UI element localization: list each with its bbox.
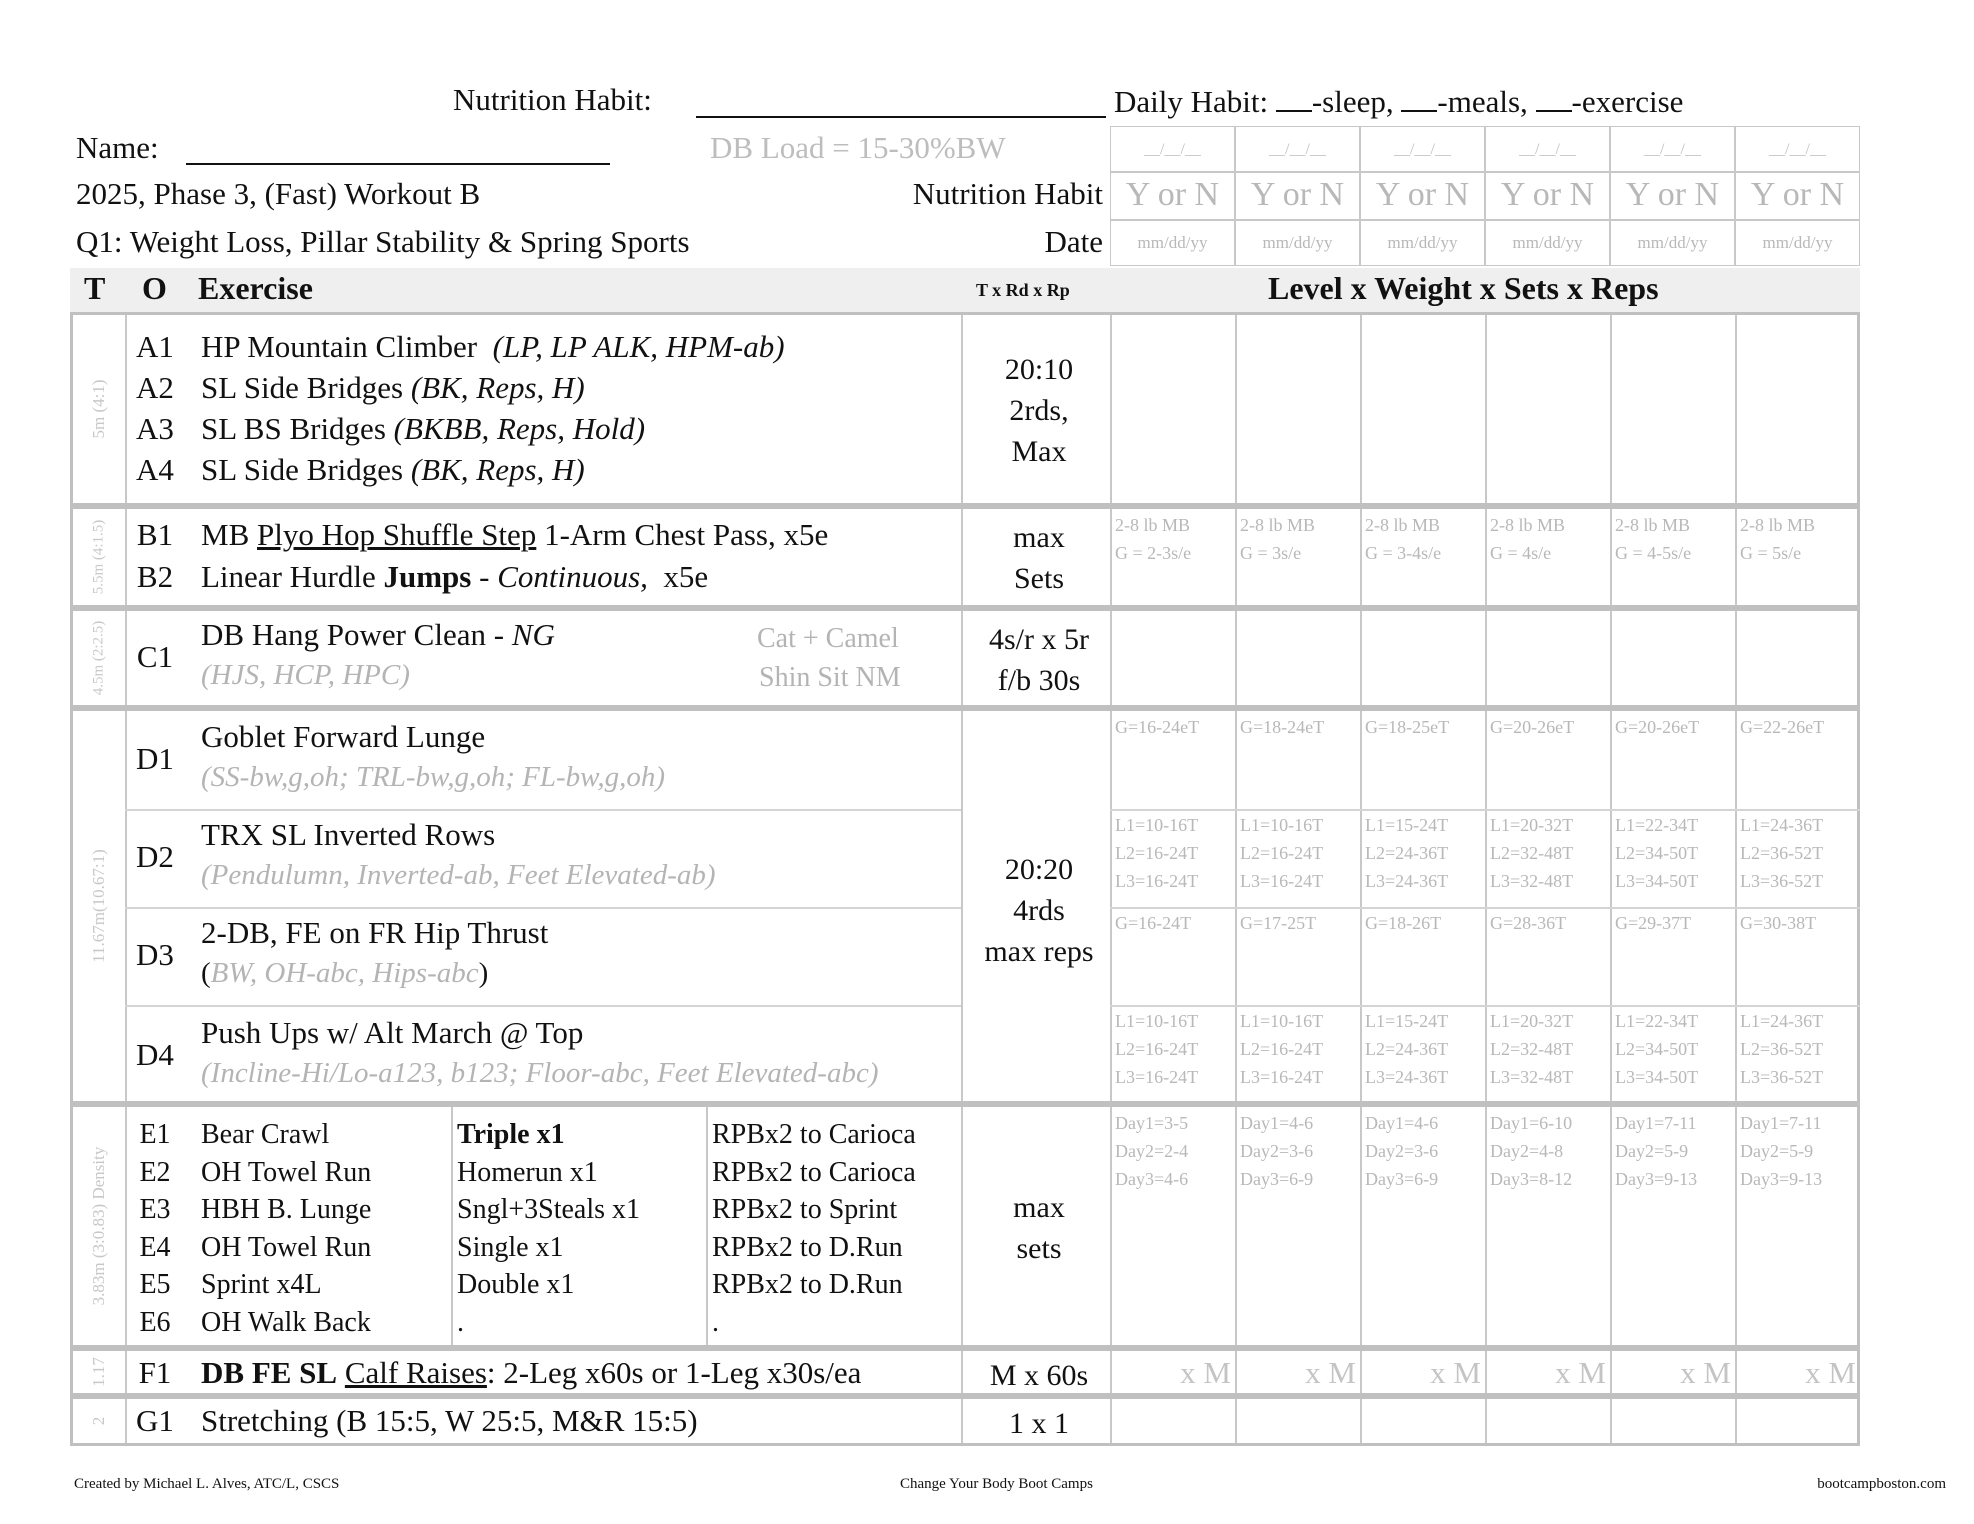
score-cell-4[interactable]: __/__/__ — [1485, 126, 1610, 172]
quarter-goal: Q1: Weight Loss, Pillar Stability & Spring Sports — [76, 224, 690, 259]
level-e-5-d1: Day1=7-11 — [1615, 1113, 1697, 1133]
exercise-a1-variant: (LP, LP ALK, HPM-ab) — [492, 329, 785, 364]
section-a — [70, 312, 1860, 506]
daily-sleep: -sleep, — [1311, 84, 1394, 119]
rp-b — [965, 517, 1113, 599]
level-e-1 — [1115, 1109, 1188, 1193]
code-a4: A4 — [136, 452, 174, 487]
rp-a-line3: Max — [1011, 435, 1067, 468]
level-b-2-a: 2-8 lb MB — [1240, 515, 1316, 535]
date-cell-3[interactable]: mm/dd/yy — [1360, 220, 1485, 266]
exercise-a4-name: SL Side Bridges — [201, 452, 404, 487]
level-d1-2: G=18-24eT — [1240, 717, 1325, 737]
exercise-d1-variant: (SS-bw,g,oh; TRL-bw,g,oh; FL-bw,g,oh) — [201, 761, 665, 793]
exercise-d3: 2-DB, FE on FR Hip Thrust — [201, 915, 549, 950]
level-d1-3: G=18-25eT — [1365, 717, 1450, 737]
level-d2-2-l3: L3=16-24T — [1240, 871, 1324, 891]
exercise-b2-italic: Continuous, — [497, 559, 648, 594]
section-f-time-col — [73, 1351, 125, 1393]
exercise-e6: OH Walk Back — [201, 1306, 371, 1338]
code-e1: E1 — [139, 1119, 171, 1150]
section-e-time: 3.83m (3:0.83) Density — [89, 1146, 108, 1306]
exercise-e1: Bear Crawl — [201, 1119, 330, 1150]
exercise-f1-underlined: Calf Raises — [344, 1355, 487, 1390]
baseball-e6: . — [457, 1306, 464, 1338]
level-d4-6-l1: L1=24-36T — [1740, 1011, 1824, 1031]
exercise-b1-post: 1-Arm Chest Pass, x5e — [544, 517, 829, 552]
exercise-b2-bold: Jumps — [383, 559, 472, 594]
exercise-c1-variant: (HJS, HCP, HPC) — [201, 659, 410, 691]
exercise-a3-variant: (BKBB, Reps, Hold) — [393, 411, 646, 446]
db-load: DB Load = 15-30%BW — [710, 130, 1006, 165]
exercise-f1 — [201, 1355, 861, 1391]
e-col1 — [201, 1116, 371, 1341]
level-b-6-b: G = 5s/e — [1740, 543, 1802, 563]
score-cell-3[interactable]: __/__/__ — [1360, 126, 1485, 172]
nutrition-yn-3[interactable]: Y or N — [1360, 172, 1485, 220]
level-d2-1 — [1115, 811, 1198, 895]
daily-exercise: -exercise — [1571, 84, 1684, 119]
sleep-blank[interactable] — [1276, 110, 1312, 112]
level-d3-3: G=18-26T — [1365, 913, 1442, 933]
level-d2-3 — [1365, 811, 1448, 895]
level-d2-3-l1: L1=15-24T — [1365, 815, 1449, 835]
level-e-3-d3: Day3=6-9 — [1365, 1169, 1439, 1189]
rp-g: 1 x 1 — [1009, 1407, 1069, 1440]
level-d2-4-l3: L3=32-48T — [1490, 871, 1574, 891]
workout-subtitle: 2025, Phase 3, (Fast) Workout B — [76, 176, 481, 211]
level-e-6 — [1740, 1109, 1822, 1193]
rp-d-line1: 20:20 — [1004, 853, 1074, 886]
level-d2-6-l3: L3=36-52T — [1740, 871, 1824, 891]
exercise-c1 — [201, 617, 555, 653]
col-txrdxrp: T x Rd x Rp — [976, 280, 1070, 300]
score-cell-6[interactable]: __/__/__ — [1735, 126, 1860, 172]
e-col2 — [457, 1116, 640, 1341]
exercise-d1: Goblet Forward Lunge — [201, 719, 486, 754]
exercise-f1-bold: DB FE SL — [201, 1355, 338, 1390]
baseball-e5: Double x1 — [457, 1269, 575, 1300]
level-e-6-d3: Day3=9-13 — [1740, 1169, 1823, 1189]
score-cell-5[interactable]: __/__/__ — [1610, 126, 1735, 172]
level-d2-5-l1: L1=22-34T — [1615, 815, 1699, 835]
code-a3: A3 — [136, 411, 174, 446]
footer-author: Created by Michael L. Alves, ATC/L, CSCS — [74, 1476, 340, 1492]
col-t: T — [84, 270, 106, 306]
section-b-time: 5.5m (4:1.5) — [90, 519, 107, 595]
baseball-e3: Sngl+3Steals x1 — [457, 1194, 641, 1225]
exercise-b2-pre: Linear Hurdle — [201, 559, 376, 594]
code-e6: E6 — [139, 1306, 171, 1338]
level-d2-4 — [1490, 811, 1573, 895]
exercise-a2-variant: (BK, Reps, H) — [410, 370, 585, 405]
exercise-d2: TRX SL Inverted Rows — [201, 817, 496, 852]
section-e-time-col — [73, 1107, 125, 1345]
code-b1: B1 — [136, 517, 174, 552]
col-o: O — [142, 270, 167, 306]
section-f — [70, 1348, 1860, 1396]
level-d4-6 — [1740, 1007, 1823, 1091]
rp-c — [965, 619, 1113, 701]
level-e-1-d1: Day1=3-5 — [1115, 1113, 1189, 1133]
level-d1-4: G=20-26eT — [1490, 717, 1575, 737]
code-d2: D2 — [136, 839, 174, 874]
transition-e4: RPBx2 to D.Run — [712, 1231, 903, 1263]
code-g1: G1 — [136, 1403, 174, 1438]
level-d2-2-l1: L1=10-16T — [1240, 815, 1324, 835]
exercise-f1-rest: : 2-Leg x60s or 1-Leg x30s/ea — [486, 1355, 862, 1390]
level-d4-2-l3: L3=16-24T — [1240, 1067, 1324, 1087]
exercise-a3 — [201, 411, 645, 447]
level-b-4-b: G = 4s/e — [1490, 543, 1552, 563]
exercise-b2-dash: - — [479, 559, 490, 594]
level-b-4-a: 2-8 lb MB — [1490, 515, 1566, 535]
xm-cell-1[interactable]: x M — [1180, 1355, 1231, 1390]
date-cell-4[interactable]: mm/dd/yy — [1485, 220, 1610, 266]
level-d4-5-l2: L2=34-50T — [1615, 1039, 1699, 1059]
name-input[interactable] — [186, 163, 610, 165]
code-d4: D4 — [136, 1037, 174, 1072]
exercise-g1: Stretching (B 15:5, W 25:5, M&R 15:5) — [201, 1403, 698, 1438]
nutrition-yn-5[interactable]: Y or N — [1610, 172, 1735, 220]
section-d-time-col — [73, 711, 125, 1101]
level-b-6 — [1740, 511, 1815, 567]
xm-cell-4[interactable]: x M — [1555, 1355, 1606, 1390]
level-d2-2-l2: L2=16-24T — [1240, 843, 1324, 863]
level-d4-3 — [1365, 1007, 1448, 1091]
level-d4-3-l2: L2=24-36T — [1365, 1039, 1449, 1059]
section-b-time-col — [73, 509, 125, 605]
section-f-time: 1.17 — [89, 1357, 108, 1387]
level-b-3-b: G = 3-4s/e — [1365, 543, 1442, 563]
level-d2-3-l3: L3=24-36T — [1365, 871, 1449, 891]
rp-e-line2: sets — [1016, 1232, 1062, 1265]
level-e-3-d1: Day1=4-6 — [1365, 1113, 1439, 1133]
level-d2-6 — [1740, 811, 1823, 895]
nutrition-yn-6[interactable]: Y or N — [1735, 172, 1860, 220]
level-d4-2-l1: L1=10-16T — [1240, 1011, 1324, 1031]
level-b-3-a: 2-8 lb MB — [1365, 515, 1441, 535]
level-e-1-d3: Day3=4-6 — [1115, 1169, 1189, 1189]
rp-a-line1: 20:10 — [1004, 353, 1074, 386]
level-d4-4-l3: L3=32-48T — [1490, 1067, 1574, 1087]
level-e-4-d2: Day2=4-8 — [1490, 1141, 1564, 1161]
level-d2-4-l1: L1=20-32T — [1490, 815, 1574, 835]
e-codes — [125, 1116, 185, 1341]
level-d4-5 — [1615, 1007, 1698, 1091]
exercise-a2-name: SL Side Bridges — [201, 370, 404, 405]
section-a-time-col — [73, 315, 125, 503]
baseball-e1: Triple x1 — [457, 1119, 565, 1150]
level-e-4 — [1490, 1109, 1572, 1193]
exercise-d3-variant: BW, OH-abc, Hips-abc — [210, 957, 479, 989]
level-e-4-d1: Day1=6-10 — [1490, 1113, 1573, 1133]
rp-a — [965, 349, 1113, 472]
nutrition-yn-2[interactable]: Y or N — [1235, 172, 1360, 220]
level-d2-4-l2: L2=32-48T — [1490, 843, 1574, 863]
level-d4-5-l1: L1=22-34T — [1615, 1011, 1699, 1031]
level-d4-1-l2: L2=16-24T — [1115, 1039, 1199, 1059]
exercise-a1 — [201, 329, 785, 365]
rp-b-line2: Sets — [1013, 562, 1064, 595]
level-b-5-a: 2-8 lb MB — [1615, 515, 1691, 535]
level-e-2-d2: Day2=3-6 — [1240, 1141, 1314, 1161]
level-b-1-b: G = 2-3s/e — [1115, 543, 1192, 563]
rp-e — [965, 1187, 1113, 1269]
code-e5: E5 — [139, 1269, 171, 1300]
code-d3: D3 — [136, 937, 174, 972]
nutrition-habit-input[interactable] — [696, 116, 1106, 118]
code-a2: A2 — [136, 370, 174, 405]
level-d2-1-l2: L2=16-24T — [1115, 843, 1199, 863]
level-d2-6-l1: L1=24-36T — [1740, 815, 1824, 835]
level-b-1-a: 2-8 lb MB — [1115, 515, 1191, 535]
daily-meals: -meals, — [1437, 84, 1528, 119]
level-e-3-d2: Day2=3-6 — [1365, 1141, 1439, 1161]
date-row-label: Date — [1044, 224, 1103, 259]
level-d4-2 — [1240, 1007, 1323, 1091]
exercise-d3-variant-wrap: (BW, OH-abc, Hips-abc) — [201, 957, 489, 989]
transition-e6: . — [712, 1306, 719, 1338]
exercise-a1-name: HP Mountain Climber — [201, 329, 478, 364]
exercise-a2 — [201, 370, 585, 406]
level-e-5-d3: Day3=9-13 — [1615, 1169, 1698, 1189]
section-c — [70, 608, 1860, 708]
nutrition-yn-4[interactable]: Y or N — [1485, 172, 1610, 220]
exercise-d2-variant: (Pendulumn, Inverted-ab, Feet Elevated-ab) — [201, 859, 716, 891]
level-d1-6: G=22-26eT — [1740, 717, 1825, 737]
exercise-a4 — [201, 452, 585, 488]
transition-e1: RPBx2 to Carioca — [712, 1119, 916, 1150]
exercise-blank[interactable] — [1536, 110, 1572, 112]
level-d4-4 — [1490, 1007, 1573, 1091]
exercise-c1-italic: NG — [511, 617, 555, 652]
level-d4-1-l3: L3=16-24T — [1115, 1067, 1199, 1087]
exercise-e4: OH Towel Run — [201, 1231, 372, 1263]
nutrition-habit-label — [453, 82, 652, 118]
rp-e-line1: max — [1013, 1191, 1065, 1224]
rp-d-line2: 4rds — [1013, 894, 1065, 927]
level-d4-3-l3: L3=24-36T — [1365, 1067, 1449, 1087]
note-shin-sit: Shin Sit NM — [759, 662, 901, 693]
xm-cell-2[interactable]: x M — [1305, 1355, 1356, 1390]
level-e-3 — [1365, 1109, 1438, 1193]
level-d2-1-l1: L1=10-16T — [1115, 815, 1199, 835]
nutrition-habit-label-text: Nutrition Habit: — [453, 82, 652, 117]
level-b-4 — [1490, 511, 1565, 567]
code-c1: C1 — [136, 639, 174, 674]
exercise-e5: Sprint x4L — [201, 1269, 322, 1300]
note-cat-camel: Cat + Camel — [757, 623, 899, 654]
level-d4-6-l2: L2=36-52T — [1740, 1039, 1824, 1059]
level-d4-1 — [1115, 1007, 1198, 1091]
section-e — [70, 1104, 1860, 1348]
date-cell-2[interactable]: mm/dd/yy — [1235, 220, 1360, 266]
level-d4-2-l2: L2=16-24T — [1240, 1039, 1324, 1059]
level-d2-5 — [1615, 811, 1698, 895]
daily-habit-label: Daily Habit: — [1114, 84, 1269, 119]
footer-org: Change Your Body Boot Camps — [900, 1476, 1093, 1492]
code-e4: E4 — [139, 1231, 171, 1263]
level-e-6-d1: Day1=7-11 — [1740, 1113, 1822, 1133]
level-d3-6: G=30-38T — [1740, 913, 1817, 933]
nutrition-yn-1[interactable]: Y or N — [1110, 172, 1235, 220]
level-d3-1: G=16-24T — [1115, 913, 1192, 933]
level-b-2 — [1240, 511, 1315, 567]
level-d2-5-l3: L3=34-50T — [1615, 871, 1699, 891]
section-b — [70, 506, 1860, 608]
level-d3-4: G=28-36T — [1490, 913, 1567, 933]
rp-a-line2: 2rds, — [1009, 394, 1069, 427]
level-e-2-d3: Day3=6-9 — [1240, 1169, 1314, 1189]
exercise-e2: OH Towel Run — [201, 1156, 372, 1188]
level-d3-2: G=17-25T — [1240, 913, 1317, 933]
level-e-1-d2: Day2=2-4 — [1115, 1141, 1189, 1161]
level-b-2-b: G = 3s/e — [1240, 543, 1302, 563]
exercise-b2-post: x5e — [663, 559, 709, 594]
level-d4-4-l1: L1=20-32T — [1490, 1011, 1574, 1031]
code-b2: B2 — [136, 559, 174, 594]
level-d4-5-l3: L3=34-50T — [1615, 1067, 1699, 1087]
level-d3-5: G=29-37T — [1615, 913, 1692, 933]
xm-cell-6[interactable]: x M — [1805, 1355, 1856, 1390]
level-b-1 — [1115, 511, 1191, 567]
meals-blank[interactable] — [1401, 110, 1437, 112]
section-c-time: 4.5m (2:2.5) — [90, 620, 107, 696]
e-col3 — [712, 1116, 916, 1341]
level-d2-3-l2: L2=24-36T — [1365, 843, 1449, 863]
exercise-b1-pre: MB — [201, 517, 250, 552]
level-d2-6-l2: L2=36-52T — [1740, 843, 1824, 863]
level-d2-2 — [1240, 811, 1323, 895]
level-b-5 — [1615, 511, 1691, 567]
exercise-d4: Push Ups w/ Alt March @ Top — [201, 1015, 584, 1050]
transition-e3: RPBx2 to Sprint — [712, 1194, 898, 1225]
rp-c-line2: f/b 30s — [997, 664, 1081, 697]
level-e-6-d2: Day2=5-9 — [1740, 1141, 1814, 1161]
section-g-time: 2 — [89, 1416, 108, 1426]
exercise-a4-variant: (BK, Reps, H) — [410, 452, 585, 487]
name-label: Name: — [76, 130, 159, 165]
level-e-2 — [1240, 1109, 1313, 1193]
daily-habit — [1114, 84, 1683, 120]
section-d-time: 11.67m(10.67:1) — [89, 849, 108, 963]
exercise-c1-name: DB Hang Power Clean - — [201, 617, 512, 652]
level-d2-1-l3: L3=16-24T — [1115, 871, 1199, 891]
section-g-time-col — [73, 1399, 125, 1443]
rp-d-line3: max reps — [984, 935, 1094, 968]
level-d4-4-l2: L2=32-48T — [1490, 1039, 1574, 1059]
rp-d — [965, 849, 1113, 972]
code-d1: D1 — [136, 741, 174, 776]
col-exercise: Exercise — [198, 270, 313, 306]
code-a1: A1 — [136, 329, 174, 364]
level-e-5 — [1615, 1109, 1697, 1193]
level-b-6-a: 2-8 lb MB — [1740, 515, 1816, 535]
level-d1-5: G=20-26eT — [1615, 717, 1700, 737]
code-f1: F1 — [138, 1355, 172, 1390]
exercise-e3: HBH B. Lunge — [201, 1194, 372, 1225]
level-e-4-d3: Day3=8-12 — [1490, 1169, 1573, 1189]
date-cell-1[interactable]: mm/dd/yy — [1110, 220, 1235, 266]
level-d4-3-l1: L1=15-24T — [1365, 1011, 1449, 1031]
level-d1-1: G=16-24eT — [1115, 717, 1200, 737]
footer-url[interactable]: bootcampboston.com — [1817, 1476, 1946, 1492]
level-d2-5-l2: L2=34-50T — [1615, 843, 1699, 863]
exercise-a3-name: SL BS Bridges — [201, 411, 386, 446]
section-g — [70, 1396, 1860, 1446]
level-e-5-d2: Day2=5-9 — [1615, 1141, 1689, 1161]
rp-b-line1: max — [1013, 521, 1065, 554]
rp-c-line1: 4s/r x 5r — [989, 623, 1089, 656]
level-b-5-b: G = 4-5s/e — [1615, 543, 1692, 563]
exercise-b2 — [201, 559, 708, 595]
xm-cell-3[interactable]: x M — [1430, 1355, 1481, 1390]
col-level: Level x Weight x Sets x Reps — [1268, 270, 1659, 306]
transition-e5: RPBx2 to D.Run — [712, 1269, 903, 1300]
section-a-time: 5m (4:1) — [89, 379, 108, 439]
date-cell-5[interactable]: mm/dd/yy — [1610, 220, 1735, 266]
rp-f: M x 60s — [989, 1359, 1089, 1392]
exercise-d4-variant: (Incline-Hi/Lo-a123, b123; Floor-abc, Feet Elevated-abc) — [201, 1057, 879, 1089]
date-cell-6[interactable]: mm/dd/yy — [1735, 220, 1860, 266]
code-e2: E2 — [139, 1156, 171, 1188]
section-c-time-col — [73, 611, 125, 705]
section-d — [70, 708, 1860, 1104]
score-cell-1[interactable]: __/__/__ — [1110, 126, 1235, 172]
score-cell-2[interactable]: __/__/__ — [1235, 126, 1360, 172]
baseball-e2: Homerun x1 — [457, 1156, 598, 1188]
baseball-e4: Single x1 — [457, 1231, 564, 1263]
exercise-b1 — [201, 517, 828, 553]
level-d4-1-l1: L1=10-16T — [1115, 1011, 1199, 1031]
transition-e2: RPBx2 to Carioca — [712, 1156, 916, 1188]
code-e3: E3 — [139, 1194, 171, 1225]
level-b-3 — [1365, 511, 1441, 567]
xm-cell-5[interactable]: x M — [1680, 1355, 1731, 1390]
level-d4-6-l3: L3=36-52T — [1740, 1067, 1824, 1087]
exercise-b1-underlined: Plyo Hop Shuffle Step — [257, 517, 537, 552]
nutrition-habit-row-label: Nutrition Habit — [912, 176, 1103, 211]
level-e-2-d1: Day1=4-6 — [1240, 1113, 1314, 1133]
